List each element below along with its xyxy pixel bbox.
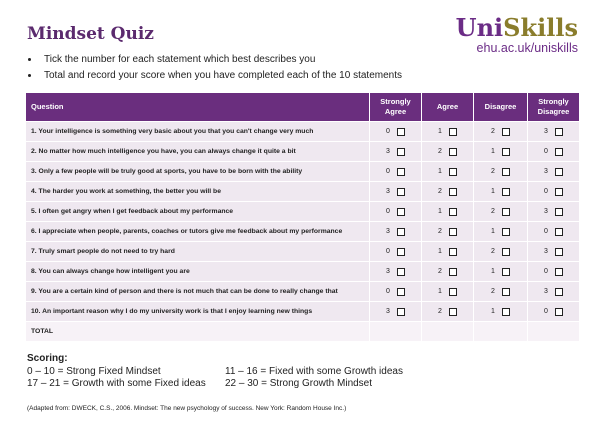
answer-cell-strongly-agree	[370, 282, 422, 302]
question-text: 6. I appreciate when people, parents, coaches or tutors give me feedback about my performance	[26, 222, 370, 242]
checkbox[interactable]	[449, 128, 457, 136]
answer-cell-disagree	[474, 122, 528, 142]
answer-cell-strongly-agree	[370, 222, 422, 242]
answer-cell-strongly-agree	[370, 142, 422, 162]
checkbox[interactable]	[502, 128, 510, 136]
checkbox[interactable]	[502, 208, 510, 216]
score-value: 3	[386, 308, 390, 315]
score-value: 0	[386, 128, 390, 135]
score-value: 2	[438, 148, 442, 155]
checkbox[interactable]	[502, 168, 510, 176]
score-value: 3	[544, 128, 548, 135]
checkbox[interactable]	[502, 268, 510, 276]
answer-cell-disagree	[474, 162, 528, 182]
answer-cell-strongly-disagree	[528, 202, 580, 222]
table-row	[26, 222, 580, 242]
checkbox[interactable]	[449, 308, 457, 316]
brand-logo	[456, 14, 578, 55]
answer-cell-strongly-disagree	[528, 262, 580, 282]
checkbox[interactable]	[555, 268, 563, 276]
question-text: 3. Only a few people will be truly good at sports, you have to be born with the ability	[26, 162, 370, 182]
checkbox[interactable]	[397, 188, 405, 196]
header-strongly-disagree: Strongly Disagree	[528, 93, 580, 122]
quiz-body	[26, 122, 580, 342]
answer-cell-strongly-disagree	[528, 302, 580, 322]
answer-cell-strongly-disagree	[528, 182, 580, 202]
answer-cell-agree	[422, 122, 474, 142]
checkbox[interactable]	[449, 168, 457, 176]
score-value: 0	[544, 188, 548, 195]
checkbox[interactable]	[449, 288, 457, 296]
checkbox[interactable]	[397, 228, 405, 236]
question-text: 4. The harder you work at something, the better you will be	[26, 182, 370, 202]
answer-cell-strongly-agree	[370, 182, 422, 202]
answer-cell-strongly-agree	[370, 202, 422, 222]
total-cell-strongly-agree[interactable]	[370, 322, 422, 342]
brand-name: UniSkills	[455, 13, 578, 42]
instruction-item: • Tick the number for each statement which best describes you	[40, 52, 402, 68]
answer-cell-strongly-disagree	[528, 222, 580, 242]
score-value: 0	[544, 228, 548, 235]
answer-cell-disagree	[474, 182, 528, 202]
answer-cell-strongly-disagree	[528, 122, 580, 142]
answer-cell-disagree	[474, 302, 528, 322]
answer-cell-agree	[422, 142, 474, 162]
header-disagree: Disagree	[474, 93, 528, 122]
question-text: 8. You can always change how intelligent you are	[26, 262, 370, 282]
score-value: 2	[491, 168, 495, 175]
score-value: 3	[544, 288, 548, 295]
checkbox[interactable]	[397, 308, 405, 316]
checkbox[interactable]	[397, 148, 405, 156]
question-text: 1. Your intelligence is something very basic about you that you can't change very much	[26, 122, 370, 142]
score-value: 1	[491, 228, 495, 235]
score-value: 1	[491, 268, 495, 275]
table-header-row	[26, 93, 580, 122]
score-value: 0	[544, 268, 548, 275]
checkbox[interactable]	[397, 168, 405, 176]
total-cell-disagree[interactable]	[474, 322, 528, 342]
checkbox[interactable]	[397, 248, 405, 256]
answer-cell-strongly-agree	[370, 302, 422, 322]
answer-cell-strongly-disagree	[528, 242, 580, 262]
scoring-range: 11 – 16 = Fixed with some Growth ideas	[225, 365, 403, 377]
answer-cell-strongly-agree	[370, 242, 422, 262]
table-row	[26, 202, 580, 222]
table-row	[26, 162, 580, 182]
checkbox[interactable]	[555, 228, 563, 236]
checkbox[interactable]	[502, 228, 510, 236]
score-value: 0	[386, 288, 390, 295]
header-strongly-agree: Strongly Agree	[370, 93, 422, 122]
answer-cell-strongly-agree	[370, 162, 422, 182]
score-value: 0	[544, 148, 548, 155]
score-value: 3	[386, 268, 390, 275]
score-value: 3	[386, 228, 390, 235]
score-value: 1	[491, 148, 495, 155]
score-value: 2	[438, 228, 442, 235]
answer-cell-agree	[422, 302, 474, 322]
score-value: 0	[544, 308, 548, 315]
answer-cell-agree	[422, 282, 474, 302]
scoring-ranges	[27, 366, 425, 391]
score-value: 3	[544, 208, 548, 215]
score-value: 2	[438, 188, 442, 195]
answer-cell-disagree	[474, 242, 528, 262]
score-value: 1	[491, 308, 495, 315]
score-value: 0	[386, 248, 390, 255]
table-row	[26, 122, 580, 142]
table-row	[26, 242, 580, 262]
total-cell-agree[interactable]	[422, 322, 474, 342]
checkbox[interactable]	[502, 308, 510, 316]
answer-cell-agree	[422, 182, 474, 202]
answer-cell-agree	[422, 262, 474, 282]
score-value: 1	[438, 248, 442, 255]
checkbox[interactable]	[555, 188, 563, 196]
answer-cell-disagree	[474, 202, 528, 222]
table-row	[26, 182, 580, 202]
checkbox[interactable]	[502, 288, 510, 296]
score-value: 3	[386, 148, 390, 155]
answer-cell-disagree	[474, 262, 528, 282]
checkbox[interactable]	[449, 188, 457, 196]
header-question: Question	[26, 93, 370, 122]
checkbox[interactable]	[397, 288, 405, 296]
table-row	[26, 142, 580, 162]
checkbox[interactable]	[502, 188, 510, 196]
score-value: 2	[438, 308, 442, 315]
score-value: 2	[491, 128, 495, 135]
answer-cell-strongly-agree	[370, 262, 422, 282]
instructions-list	[24, 52, 402, 83]
answer-cell-strongly-disagree	[528, 282, 580, 302]
question-text: 2. No matter how much intelligence you have, you can always change it quite a bit	[26, 142, 370, 162]
checkbox[interactable]	[449, 148, 457, 156]
score-value: 2	[438, 268, 442, 275]
answer-cell-agree	[422, 222, 474, 242]
total-cell-strongly-disagree[interactable]	[528, 322, 580, 342]
score-value: 3	[544, 168, 548, 175]
score-value: 0	[386, 208, 390, 215]
checkbox[interactable]	[555, 248, 563, 256]
reference-note: (Adapted from: DWECK, C.S., 2006. Mindset: The new psychology of success. New York: Random House Inc.)	[27, 405, 347, 412]
score-value: 1	[438, 288, 442, 295]
table-row	[26, 302, 580, 322]
total-label: TOTAL	[26, 322, 370, 342]
question-text: 9. You are a certain kind of person and there is not much that can be done to really change that	[26, 282, 370, 302]
brand-url[interactable]: ehu.ac.uk/uniskills	[476, 41, 578, 55]
quiz-table	[25, 92, 580, 342]
answer-cell-agree	[422, 242, 474, 262]
instruction-item: • Total and record your score when you have completed each of the 10 statements	[40, 68, 402, 84]
table-row	[26, 282, 580, 302]
checkbox[interactable]	[397, 268, 405, 276]
answer-cell-agree	[422, 162, 474, 182]
checkbox[interactable]	[449, 268, 457, 276]
scoring-range: 22 – 30 = Strong Growth Mindset	[225, 378, 373, 389]
answer-cell-strongly-disagree	[528, 162, 580, 182]
question-text: 7. Truly smart people do not need to try hard	[26, 242, 370, 262]
checkbox[interactable]	[397, 208, 405, 216]
score-value: 3	[386, 188, 390, 195]
answer-cell-disagree	[474, 222, 528, 242]
scoring-section	[27, 353, 425, 391]
checkbox[interactable]	[502, 248, 510, 256]
answer-cell-disagree	[474, 142, 528, 162]
table-row	[26, 262, 580, 282]
page-title: Mindset Quiz	[27, 24, 154, 44]
question-text: 10. An important reason why I do my university work is that I enjoy learning new things	[26, 302, 370, 322]
scoring-range: 17 – 21 = Growth with some Fixed ideas	[27, 378, 206, 389]
score-value: 0	[386, 168, 390, 175]
score-value: 2	[491, 208, 495, 215]
answer-cell-agree	[422, 202, 474, 222]
question-text: 5. I often get angry when I get feedback about my performance	[26, 202, 370, 222]
checkbox[interactable]	[449, 228, 457, 236]
score-value: 2	[491, 288, 495, 295]
checkbox[interactable]	[502, 148, 510, 156]
checkbox[interactable]	[449, 208, 457, 216]
header-agree: Agree	[422, 93, 474, 122]
score-value: 3	[544, 248, 548, 255]
answer-cell-strongly-agree	[370, 122, 422, 142]
score-value: 1	[491, 188, 495, 195]
total-row	[26, 322, 580, 342]
checkbox[interactable]	[397, 128, 405, 136]
checkbox[interactable]	[555, 288, 563, 296]
checkbox[interactable]	[449, 248, 457, 256]
scoring-heading: Scoring:	[27, 353, 68, 364]
checkbox[interactable]	[555, 208, 563, 216]
checkbox[interactable]	[555, 308, 563, 316]
score-value: 1	[438, 168, 442, 175]
answer-cell-disagree	[474, 282, 528, 302]
score-value: 1	[438, 208, 442, 215]
answer-cell-strongly-disagree	[528, 142, 580, 162]
checkbox[interactable]	[555, 128, 563, 136]
score-value: 1	[438, 128, 442, 135]
checkbox[interactable]	[555, 168, 563, 176]
score-value: 2	[491, 248, 495, 255]
checkbox[interactable]	[555, 148, 563, 156]
scoring-range: 0 – 10 = Strong Fixed Mindset	[27, 365, 161, 377]
